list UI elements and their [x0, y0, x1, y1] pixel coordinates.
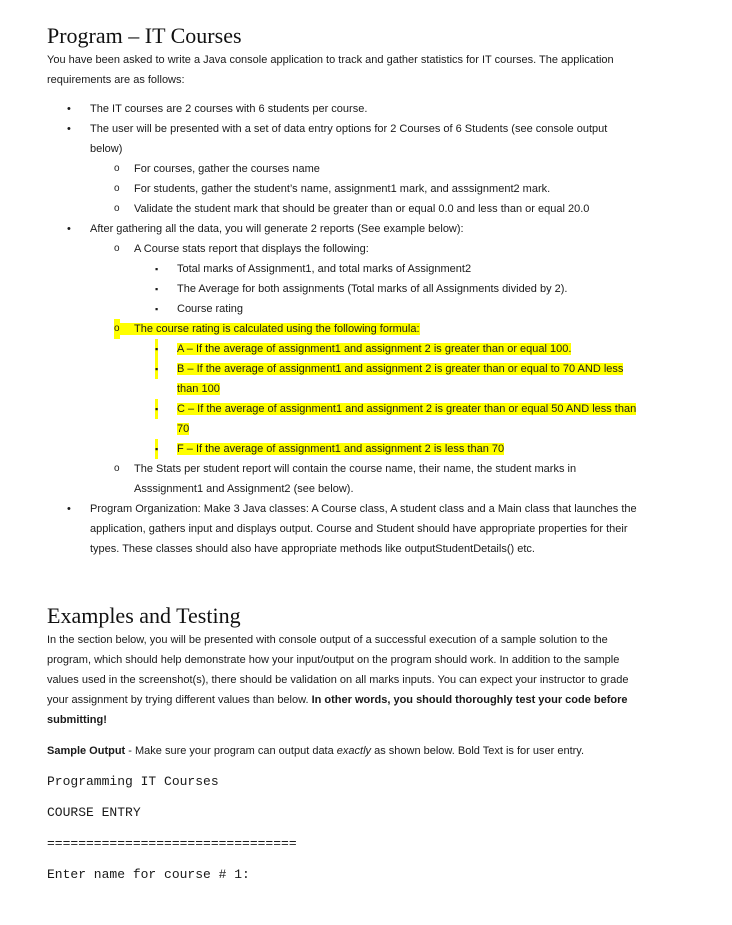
document-page	[47, 22, 637, 896]
square-bullet-icon: ▪	[155, 339, 158, 359]
circle-bullet-icon: o	[114, 163, 120, 174]
console-line: Programming IT Courses	[47, 774, 219, 789]
sample-output-note: Sample Output - Make sure your program can output data exactly as shown below. Bold Text is for user entry.	[47, 745, 585, 757]
list-item-highlighted: ▪ F – If the average of assignment1 and assignment 2 is less than 70	[47, 439, 637, 459]
section-title-program: Program – IT Courses	[47, 23, 242, 48]
console-line: ================================	[47, 836, 297, 851]
square-bullet-icon: ▪	[155, 284, 159, 294]
list-item-highlighted: ▪ C – If the average of assignment1 and assignment 2 is greater than or equal 50 AND less than 70	[47, 399, 637, 439]
list-item: ▪ The Average for both assignments (Total marks of all Assignments divided by 2).	[47, 279, 637, 299]
list-item-highlighted: ▪ B – If the average of assignment1 and assignment 2 is greater than or equal to 70 AND less than 100	[47, 359, 637, 399]
list-item: o For students, gather the student’s name, assignment1 mark, and asssignment2 mark.	[47, 179, 637, 199]
list-item: ▪ Total marks of Assignment1, and total marks of Assignment2	[47, 259, 637, 279]
list-item: o The Stats per student report will contain the course name, their name, the student marks in Asssignment1 and Assignment2 (see below).	[47, 459, 637, 499]
circle-bullet-icon: o	[114, 319, 120, 339]
section-title-examples: Examples and Testing	[47, 603, 241, 628]
square-bullet-icon: ▪	[155, 304, 159, 314]
bullet-icon: •	[67, 123, 71, 135]
list-item-highlighted: o The course rating is calculated using the following formula:	[47, 319, 637, 339]
list-item-highlighted: ▪ A – If the average of assignment1 and assignment 2 is greater than or equal 100.	[47, 339, 637, 359]
list-item: o For courses, gather the courses name	[47, 159, 637, 179]
circle-bullet-icon: o	[114, 183, 120, 194]
console-line: COURSE ENTRY	[47, 805, 141, 820]
square-bullet-icon: ▪	[155, 439, 158, 459]
console-output	[47, 772, 637, 896]
bullet-icon: •	[67, 103, 71, 115]
list-item: • After gathering all the data, you will generate 2 reports (See example below):	[47, 219, 637, 239]
list-item: • The user will be presented with a set of data entry options for 2 Courses of 6 Students (see console output below)	[47, 119, 637, 159]
square-bullet-icon: ▪	[155, 359, 158, 379]
list-item: • The IT courses are 2 courses with 6 students per course.	[47, 99, 637, 119]
circle-bullet-icon: o	[114, 243, 120, 254]
circle-bullet-icon: o	[114, 203, 120, 214]
circle-bullet-icon: o	[114, 463, 120, 474]
list-item: o A Course stats report that displays the following:	[47, 239, 637, 259]
square-bullet-icon: ▪	[155, 399, 158, 419]
bullet-icon: •	[67, 503, 71, 515]
bullet-icon: •	[67, 223, 71, 235]
console-line: Enter name for course # 1:	[47, 867, 250, 882]
requirements-list	[47, 99, 637, 559]
square-bullet-icon: ▪	[155, 264, 159, 274]
examples-paragraph: In the section below, you will be presented with console output of a successful execution of a sample solution to the program, which should help demonstrate how your input/output on the program should work. In addition to the sample values used in the screenshot(s), there should be validation on all marks inputs. You can expect your instructor to grade your assignment by trying different values than below. In other words, you should thoroughly test your code before submitting!	[47, 634, 629, 726]
list-item: ▪ Course rating	[47, 299, 637, 319]
list-item: o Validate the student mark that should be greater than or equal 0.0 and less than or equal 20.0	[47, 199, 637, 219]
list-item: • Program Organization: Make 3 Java classes: A Course class, A student class and a Main class that launches the application, gathers input and displays output. Course and Student should have appropriate properties for their types. These classes should also have appropriate methods like outputStudentDetails() etc.	[47, 499, 637, 559]
intro-paragraph: You have been asked to write a Java console application to track and gather statistics for IT courses. The application requirements are as follows:	[47, 54, 614, 86]
